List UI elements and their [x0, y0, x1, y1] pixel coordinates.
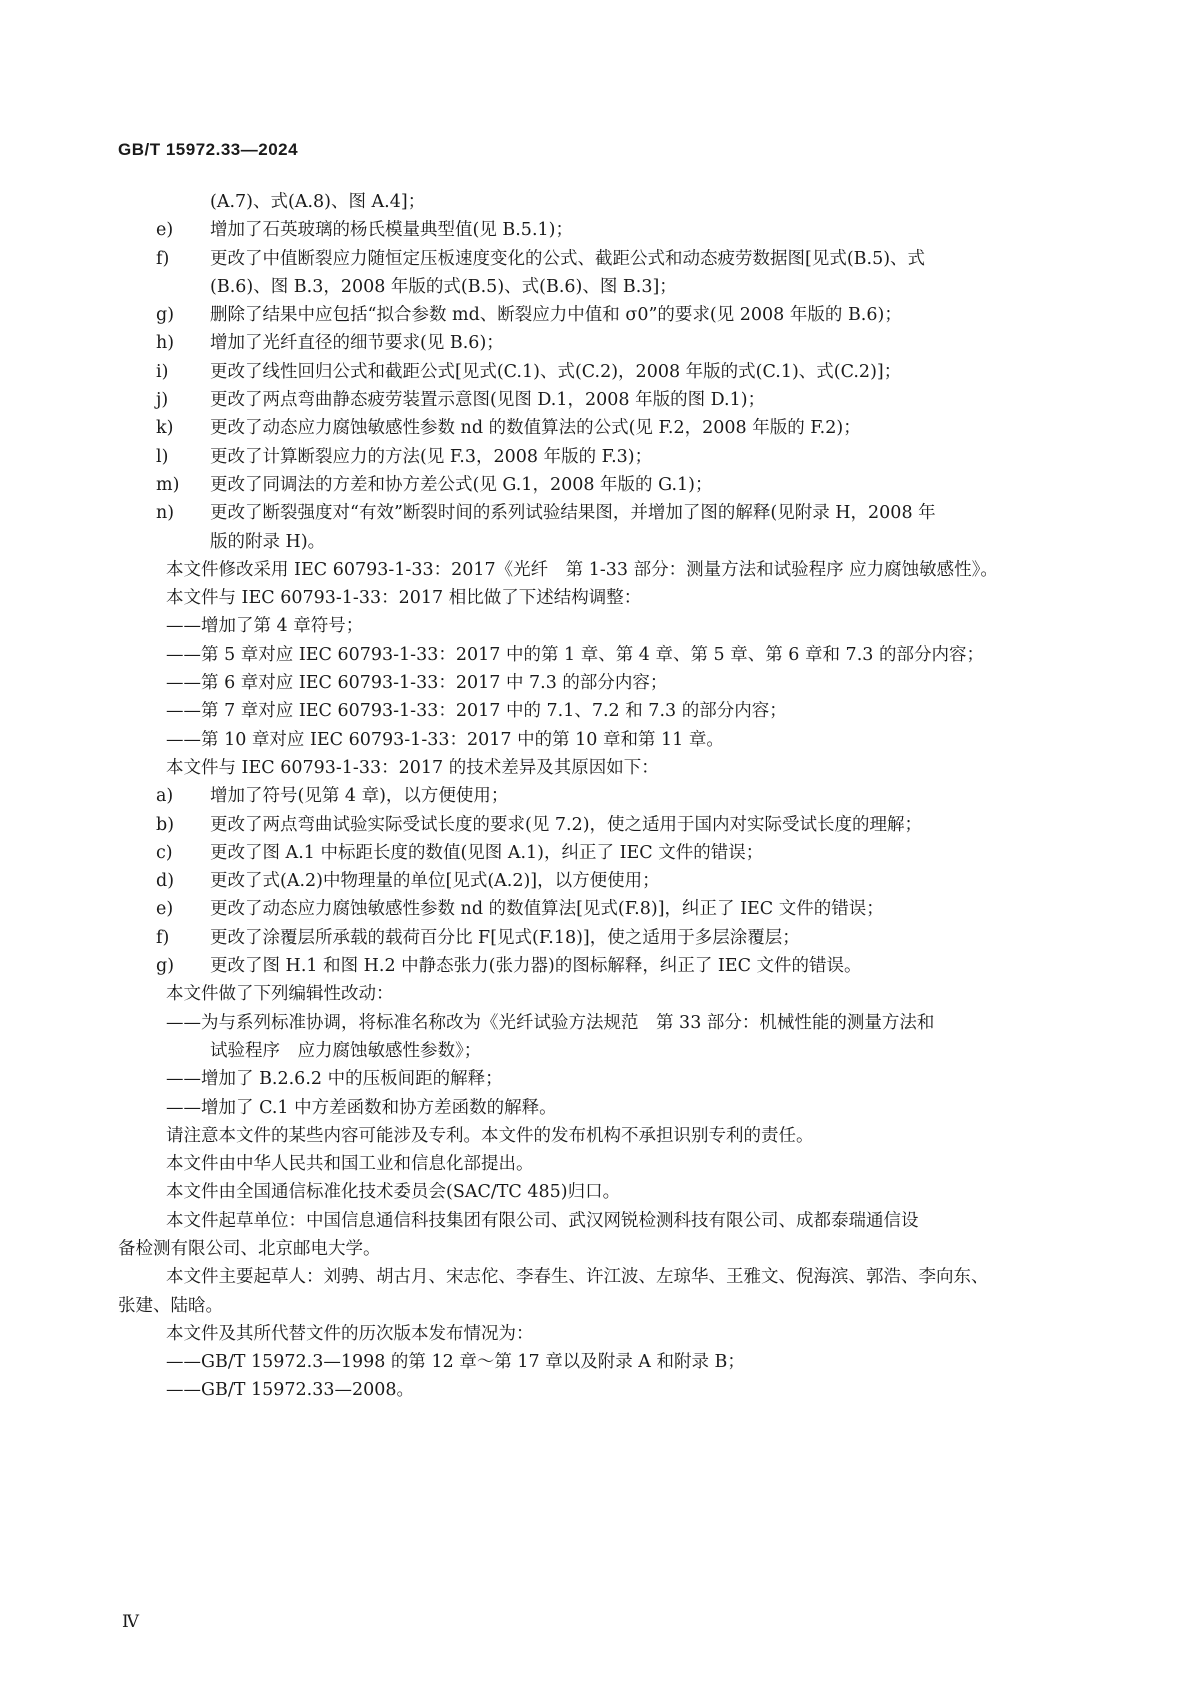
- list-item: [118, 499, 1058, 527]
- list-item-label: d): [156, 871, 175, 892]
- list-item: [118, 471, 1058, 499]
- dash-item: ——GB/T 15972.3—1998 的第 12 章～第 17 章以及附录 A 和附录 B；: [166, 1352, 745, 1373]
- list-item-text: 更改了两点弯曲静态疲劳装置示意图(见图 D.1，2008 年版的图 D.1)；: [210, 390, 766, 411]
- paragraph: 本文件起草单位：中国信息通信科技集团有限公司、武汉网锐检测科技有限公司、成都泰瑞通信设: [166, 1210, 919, 1231]
- list-item-text: 更改了式(A.2)中物理量的单位[见式(A.2)]，以方便使用；: [210, 871, 660, 892]
- list-item: [118, 358, 1058, 386]
- dash-item: ——增加了 B.2.6.2 中的压板间距的解释；: [166, 1069, 503, 1090]
- list-item-text: 更改了图 H.1 和图 H.2 中静态张力(张力器)的图标解释，纠正了 IEC 文件的错误。: [210, 956, 862, 977]
- paragraph: 本文件由全国通信标准化技术委员会(SAC/TC 485)归口。: [166, 1182, 621, 1203]
- dash-item: ——GB/T 15972.33—2008。: [166, 1380, 415, 1401]
- dash-item: ——为与系列标准协调，将标准名称改为《光纤试验方法规范 第 33 部分：机械性能的测量方法和: [166, 1012, 935, 1033]
- list-item-text: 更改了动态应力腐蚀敏感性参数 nd 的数值算法的公式(见 F.2，2008 年版的 F.2)；: [210, 418, 861, 439]
- list-item: [118, 924, 1058, 952]
- paragraph-continuation: 张建、陆晗。: [118, 1295, 223, 1316]
- list-item-continuation: (A.7)、式(A.8)、图 A.4]；: [210, 192, 426, 212]
- dash-item: ——第 7 章对应 IEC 60793-1-33：2017 中的 7.1、7.2 和 7.3 的部分内容；: [166, 701, 787, 722]
- list-item-continuation: (B.6)、图 B.3，2008 年版的式(B.5)、式(B.6)、图 B.3]；: [210, 276, 677, 297]
- list-item-label: g): [156, 305, 175, 326]
- paragraph-continuation: 备检测有限公司、北京邮电大学。: [118, 1238, 381, 1259]
- list-item: [118, 867, 1058, 895]
- list-item-label: g): [156, 956, 175, 977]
- list-item-label: e): [156, 220, 174, 241]
- list-item-text: 增加了石英玻璃的杨氏模量典型值(见 B.5.1)；: [210, 220, 573, 241]
- list-item-label: m): [156, 474, 180, 495]
- list-item: [118, 414, 1058, 442]
- list-item-label: b): [156, 814, 175, 835]
- list-item: [118, 443, 1058, 471]
- paragraph: 本文件由中华人民共和国工业和信息化部提出。: [166, 1154, 534, 1175]
- dash-item: ——第 5 章对应 IEC 60793-1-33：2017 中的第 1 章、第 4 章、第 5 章、第 6 章和 7.3 的部分内容；: [166, 644, 984, 665]
- list-item-text: 更改了计算断裂应力的方法(见 F.3，2008 年版的 F.3)；: [210, 446, 653, 467]
- list-item-text: 更改了线性回归公式和截距公式[见式(C.1)、式(C.2)，2008 年版的式(C.1)、式(C.2)]；: [210, 361, 902, 382]
- list-item-label: f): [156, 927, 170, 948]
- list-item-continuation: 版的附录 H)。: [210, 531, 326, 552]
- paragraph: 本文件与 IEC 60793-1-33：2017 相比做了下述结构调整：: [166, 588, 642, 609]
- list-item-label: f): [156, 248, 170, 269]
- list-item-text: 删除了结果中应包括“拟合参数 md、断裂应力中值和 σ0”的要求(见 2008 年版的 B.6)；: [210, 305, 902, 326]
- list-item: [118, 329, 1058, 357]
- document-number: GB/T 15972.33—2024: [118, 140, 299, 159]
- dash-item: ——第 6 章对应 IEC 60793-1-33：2017 中 7.3 的部分内容；: [166, 673, 668, 694]
- list-item: [118, 245, 1058, 273]
- dash-item: ——第 10 章对应 IEC 60793-1-33：2017 中的第 10 章和第 11 章。: [166, 729, 724, 750]
- paragraph: 本文件做了下列编辑性改动：: [166, 984, 394, 1005]
- list-item-label: k): [156, 418, 174, 439]
- list-item: [118, 386, 1058, 414]
- list-item-label: e): [156, 899, 174, 920]
- list-item: [118, 952, 1058, 980]
- list-item: [118, 301, 1058, 329]
- list-item-text: 更改了同调法的方差和协方差公式(见 G.1，2008 年版的 G.1)；: [210, 474, 713, 495]
- list-item-label: c): [156, 842, 173, 863]
- list-item-text: 更改了涂覆层所承载的载荷百分比 F[见式(F.18)]，使之适用于多层涂覆层；: [210, 927, 800, 948]
- list-item-label: a): [156, 786, 174, 807]
- list-item: [118, 839, 1058, 867]
- paragraph: 本文件及其所代替文件的历次版本发布情况为：: [166, 1323, 534, 1344]
- dash-item-continuation: 试验程序 应力腐蚀敏感性参数》；: [210, 1040, 482, 1061]
- list-item-text: 更改了动态应力腐蚀敏感性参数 nd 的数值算法[见式(F.8)]，纠正了 IEC 文件的错误；: [210, 899, 884, 920]
- list-item-text: 更改了两点弯曲试验实际受试长度的要求(见 7.2)，使之适用于国内对实际受试长度的理解；: [210, 814, 923, 835]
- list-item-label: j): [156, 390, 169, 411]
- list-item-text: 更改了图 A.1 中标距长度的数值(见图 A.1)，纠正了 IEC 文件的错误；: [210, 842, 764, 863]
- list-item-label: n): [156, 503, 175, 524]
- paragraph: 本文件与 IEC 60793-1-33：2017 的技术差异及其原因如下：: [166, 757, 659, 778]
- list-item-label: l): [156, 446, 169, 467]
- list-item-text: 增加了光纤直径的细节要求(见 B.6)；: [210, 333, 504, 354]
- list-item: [118, 216, 1058, 244]
- list-item-text: 更改了断裂强度对“有效”断裂时间的系列试验结果图，并增加了图的解释(见附录 H，2008 年: [210, 503, 936, 524]
- list-item: [118, 782, 1058, 810]
- page-number: Ⅳ: [122, 1612, 139, 1632]
- list-item-text: 增加了符号(见第 4 章)，以方便使用；: [210, 786, 509, 807]
- paragraph: 本文件修改采用 IEC 60793-1-33：2017《光纤 第 1-33 部分：测量方法和试验程序 应力腐蚀敏感性》。: [166, 559, 998, 580]
- paragraph: 本文件主要起草人：刘骋、胡古月、宋志佗、李春生、许江波、左琼华、王雅文、倪海滨、郭浩、李向东、: [166, 1267, 989, 1288]
- list-item: [118, 895, 1058, 923]
- list-item-label: h): [156, 333, 175, 354]
- foreword-body: [118, 188, 1058, 1405]
- list-item-label: i): [156, 361, 169, 382]
- list-item-text: 更改了中值断裂应力随恒定压板速度变化的公式、截距公式和动态疲劳数据图[见式(B.5)、式: [210, 248, 926, 269]
- dash-item: ——增加了 C.1 中方差函数和协方差函数的解释。: [166, 1097, 557, 1118]
- paragraph: 请注意本文件的某些内容可能涉及专利。本文件的发布机构不承担识别专利的责任。: [166, 1125, 814, 1146]
- list-item: [118, 811, 1058, 839]
- dash-item: ——增加了第 4 章符号；: [166, 616, 364, 637]
